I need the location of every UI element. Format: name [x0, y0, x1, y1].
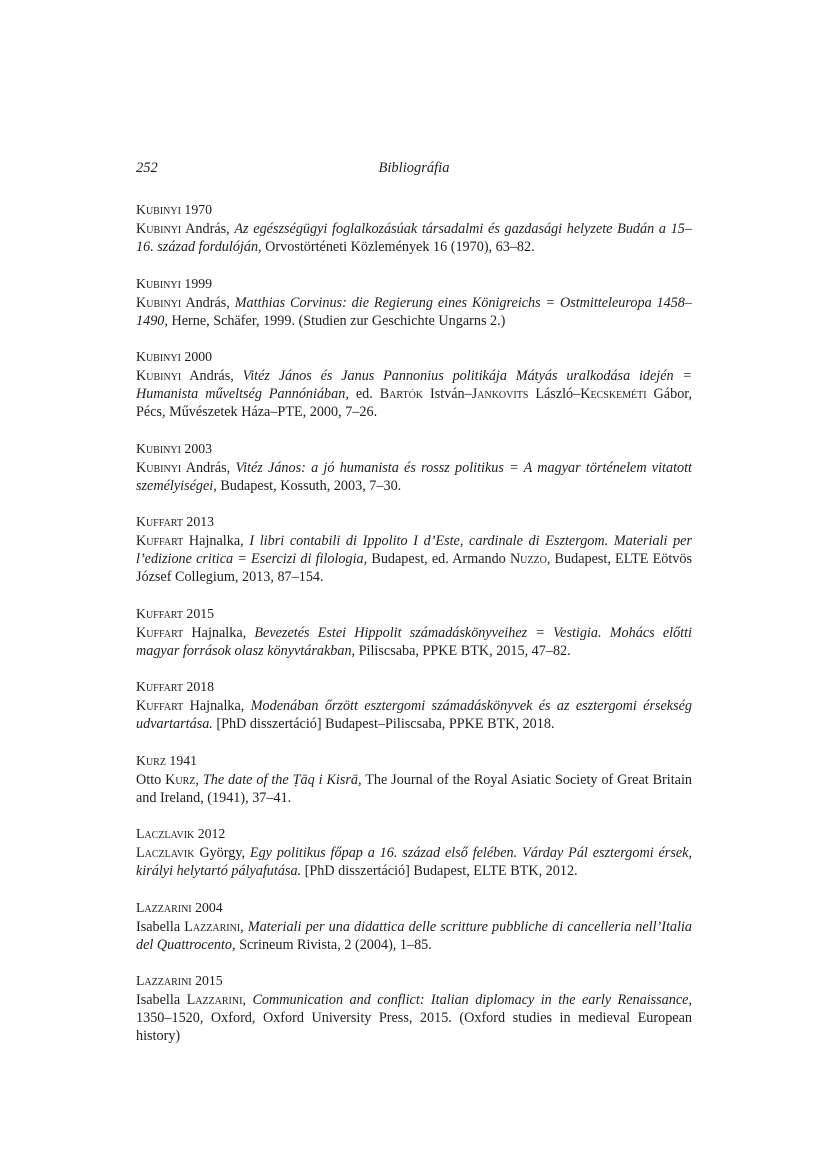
citation-text: Scrineum Rivista, 2 (2004), 1–85.	[235, 936, 432, 953]
entry-citation	[136, 220, 692, 256]
bibliography-entry	[136, 440, 692, 495]
entry-key-name: Kubinyi	[136, 202, 181, 217]
author-surname: Kubinyi	[136, 459, 182, 476]
entry-key-name: Kuffart	[136, 605, 183, 621]
citation-name: Jankovits	[471, 386, 529, 402]
author-first-name: Otto	[136, 771, 166, 788]
entry-citation	[136, 459, 692, 495]
entry-key-name: Kubinyi	[136, 275, 181, 291]
citation-text: Piliscsaba, PPKE BTK, 2015, 47–82.	[355, 642, 571, 659]
entry-citation	[136, 771, 692, 807]
entry-key-name: Kuffart	[136, 514, 183, 529]
entry-key	[136, 825, 692, 843]
citation-text: ed.	[348, 386, 380, 402]
author-given-name: ,	[195, 771, 199, 788]
bibliography-entry	[136, 825, 692, 880]
entry-key-name: Kurz	[136, 752, 166, 768]
citation-text: [PhD disszertáció] Budapest, ELTE BTK, 2012.	[301, 863, 578, 879]
entry-key	[136, 752, 692, 770]
entry-citation	[136, 697, 692, 733]
bibliography-entry	[136, 275, 692, 330]
author-surname: Kubinyi	[136, 221, 182, 237]
citation-text: , Budapest, ELTE Eötvös József Collegium, 2013, 87–154.	[136, 551, 692, 585]
citation-text: Gábor, Pécs, Művészetek Háza–PTE, 2000, 7–26.	[136, 386, 692, 420]
citation-text: István–	[423, 386, 472, 402]
entry-key-name: Laczlavik	[136, 826, 195, 841]
entry-key	[136, 513, 692, 531]
citation-text: Orvostörténeti Közlemények 16 (1970), 63–82.	[261, 239, 535, 255]
bibliography-entry	[136, 348, 692, 421]
author-first-name: Isabella	[136, 918, 185, 935]
bibliography-list	[136, 201, 692, 1064]
entry-citation	[136, 532, 692, 586]
bibliography-entry	[136, 201, 692, 256]
citation-title: Bevezetés Estei Hippolit számadáskönyveihez = Vestigia. Mohács előtti magyar források olasz könyvtárakban,	[136, 624, 692, 659]
citation-title: Modenában őrzött esztergomi számadáskönyvek és az esztergomi érsekség udvartartása.	[136, 698, 693, 732]
entry-key-year: 2013	[186, 514, 215, 529]
author-given-name: András,	[181, 294, 230, 311]
entry-key-name: Lazzarini	[136, 973, 192, 988]
author-given-name: György,	[194, 845, 246, 861]
entry-key	[136, 899, 692, 917]
citation-text: László–	[528, 386, 581, 402]
author-surname: Lazzarini	[184, 918, 241, 935]
running-header	[136, 160, 692, 182]
author-surname: Laczlavik	[136, 845, 195, 861]
author-surname: Kuffart	[136, 624, 184, 641]
entry-key-year: 2000	[184, 349, 213, 364]
citation-title: Materiali per una didattica delle scritture pubbliche di cancelleria nell’Italia del Quattrocento,	[136, 918, 692, 953]
citation-text: 1350–1520, Oxford, Oxford University Press, 2015. (Oxford studies in medieval European history)	[136, 1010, 692, 1044]
citation-text: Herne, Schäfer, 1999. (Studien zur Geschichte Ungarns 2.)	[167, 312, 506, 329]
author-first-name: Isabella	[136, 992, 187, 1008]
author-given-name: András,	[181, 368, 234, 384]
author-surname: Kuffart	[136, 533, 184, 549]
entry-citation	[136, 991, 692, 1045]
author-surname: Kubinyi	[136, 368, 182, 384]
entry-key-year: 1970	[184, 202, 213, 217]
entry-key-year: 2015	[186, 605, 215, 621]
citation-title: Vitéz János: a jó humanista és rossz politikus = A magyar történelem vitatott személyiségei,	[136, 459, 692, 494]
citation-name: Bartók	[379, 386, 424, 402]
citation-text: The Journal of the Royal Asiatic Society of Great Britain and Ireland, (1941), 37–41.	[136, 771, 692, 806]
entry-key-year: 1999	[184, 275, 213, 291]
citation-title: The date of the Ṭāq i Kisrā,	[202, 771, 362, 788]
author-given-name: ,	[242, 992, 246, 1008]
entry-key-year: 1941	[169, 752, 198, 768]
running-title: Bibliográfia	[378, 160, 450, 176]
citation-title: Az egészségügyi foglalkozásúak társadalmi és gazdasági helyzete Budán a 15–16. század fordulóján,	[136, 221, 692, 255]
citation-title: Vitéz János és Janus Pannonius politikája Mátyás uralkodása idején = Humanista műveltség Pannóniában,	[136, 368, 692, 402]
entry-citation	[136, 367, 692, 421]
entry-key-name: Kubinyi	[136, 440, 181, 456]
bibliography-entry	[136, 899, 692, 954]
citation-text: [PhD disszertáció] Budapest–Piliscsaba, PPKE BTK, 2018.	[212, 716, 555, 732]
entry-key	[136, 972, 692, 990]
entry-key-name: Lazzarini	[136, 899, 192, 915]
entry-citation	[136, 918, 692, 954]
entry-citation	[136, 294, 692, 330]
entry-citation	[136, 844, 692, 880]
citation-title: I libri contabili di Ippolito I d’Este, cardinale di Esztergom. Materiali per l’edizione critica = Esercizi di filologia,	[136, 533, 693, 567]
entry-key-name: Kuffart	[136, 679, 183, 694]
author-surname: Kurz	[165, 771, 196, 788]
citation-text	[234, 368, 243, 384]
bibliography-entry	[136, 678, 692, 733]
author-surname: Kuffart	[136, 698, 184, 714]
citation-name: Kecskeméti	[580, 386, 647, 402]
entry-key-year: 2012	[197, 826, 226, 841]
entry-citation	[136, 624, 692, 660]
bibliography-entry	[136, 513, 692, 586]
entry-key	[136, 605, 692, 623]
author-given-name: ,	[240, 918, 244, 935]
author-given-name: András,	[181, 459, 231, 476]
entry-key-year: 2004	[195, 899, 223, 915]
entry-key	[136, 440, 692, 458]
entry-key-year: 2018	[186, 679, 215, 694]
bibliography-entry	[136, 972, 692, 1045]
citation-title: Communication and conflict: Italian diplomacy in the early Renaissance,	[252, 992, 693, 1008]
entry-key-name: Kubinyi	[136, 349, 181, 364]
author-given-name: Hajnalka,	[183, 624, 247, 641]
entry-key	[136, 201, 692, 219]
entry-key-year: 2015	[195, 973, 223, 988]
bibliography-entry	[136, 752, 692, 807]
citation-text: Budapest, Kossuth, 2003, 7–30.	[216, 477, 402, 494]
citation-text: Budapest, ed. Armando	[367, 551, 510, 567]
entry-key-year: 2003	[184, 440, 213, 456]
page-number: 252	[136, 160, 158, 176]
entry-key	[136, 275, 692, 293]
bibliography-entry	[136, 605, 692, 660]
citation-title: Matthias Corvinus: die Regierung eines Königreichs = Ostmitteleuropa 1458–1490,	[136, 294, 692, 329]
author-given-name: Hajnalka,	[183, 698, 245, 714]
author-given-name: Hajnalka,	[183, 533, 244, 549]
entry-key	[136, 678, 692, 696]
entry-key	[136, 348, 692, 366]
citation-name: Nuzzo	[509, 551, 547, 567]
author-surname: Kubinyi	[136, 294, 182, 311]
author-given-name: András,	[181, 221, 230, 237]
citation-title: Egy politikus főpap a 16. század első felében. Várday Pál esztergomi érsek, királyi helytartó pályafutása.	[136, 845, 692, 879]
author-surname: Lazzarini	[186, 992, 243, 1008]
